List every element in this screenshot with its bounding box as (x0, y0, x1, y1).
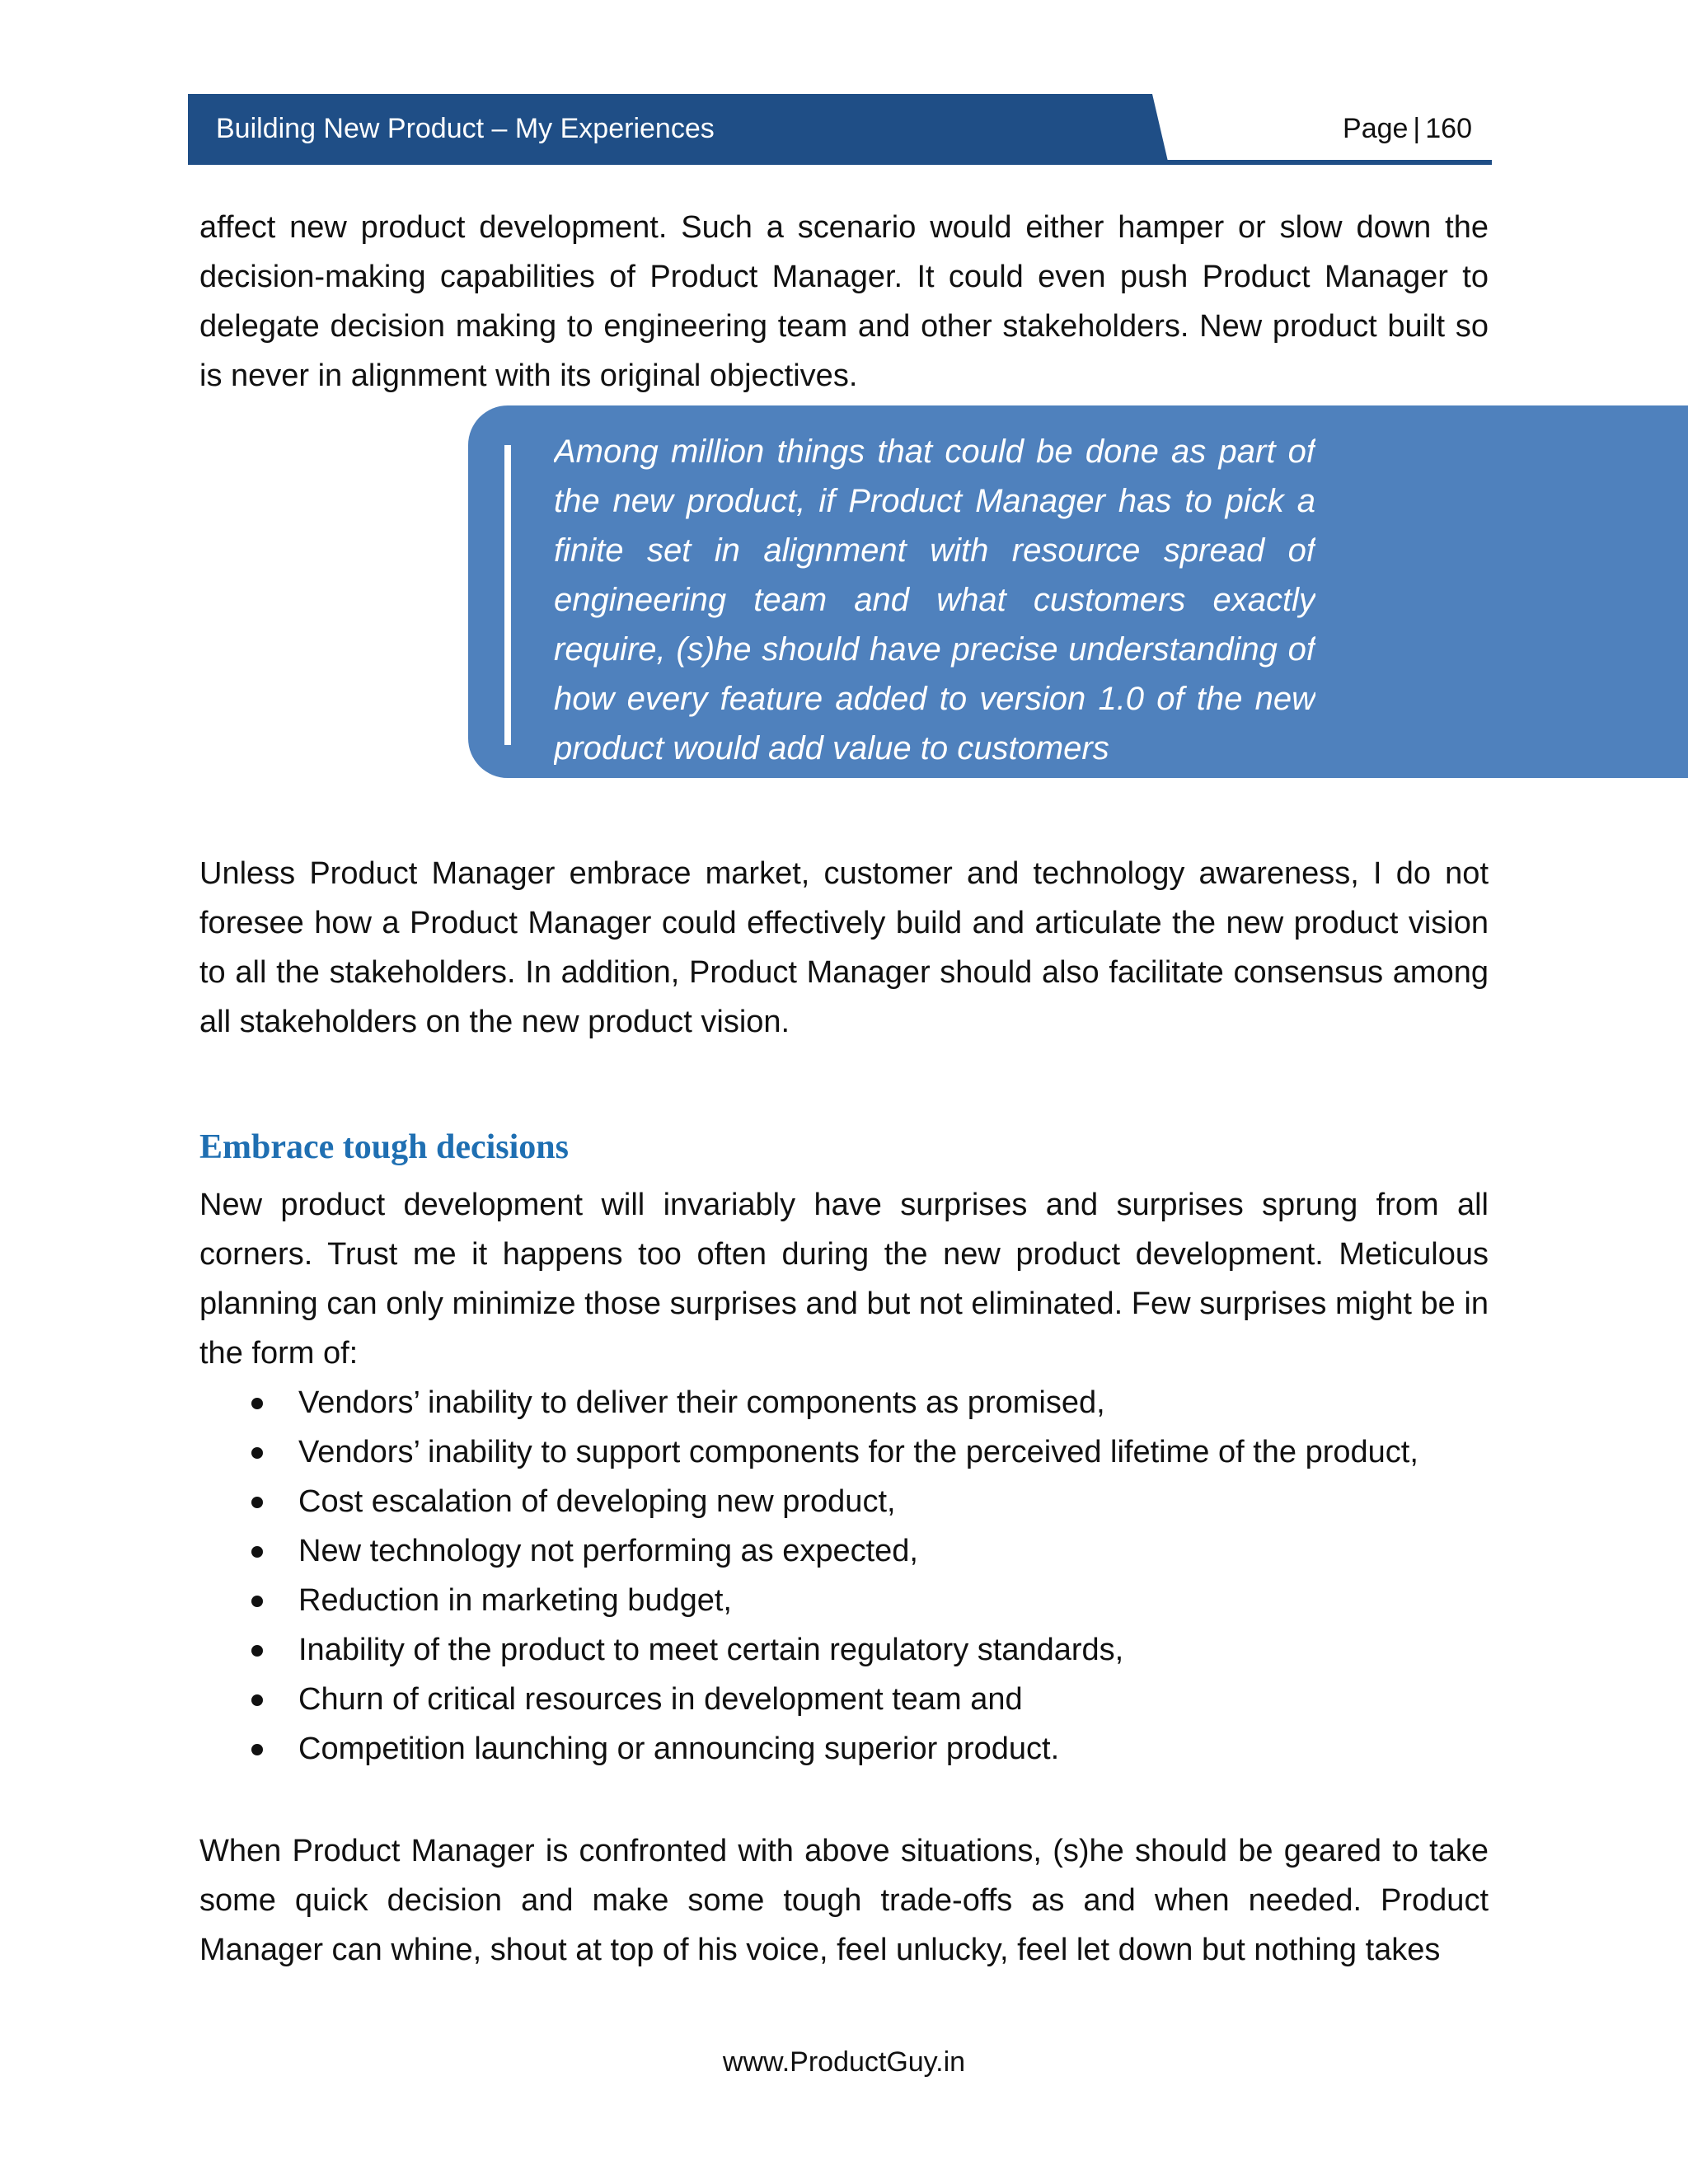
list-item (242, 1427, 1495, 1477)
header-rule (188, 160, 1492, 165)
footer-url[interactable]: www.ProductGuy.in (722, 2046, 966, 2078)
list-item-text: Inability of the product to meet certain regulatory standards, (298, 1633, 1124, 1667)
page-number-value: 160 (1425, 113, 1472, 144)
pull-quote-text: Among million things that could be done as part of the new product, if Product Manager has to pick a finite set in alignment with resource spread of engineering team and what customers exactly require, (s)he should have precise understanding of how every feature added to version 1.0 of the new product would add value to customers (554, 434, 1315, 765)
list-item-text: Vendors’ inability to support components for the perceived lifetime of the product, (298, 1435, 1418, 1469)
bullet-icon (251, 1596, 263, 1607)
bullet-icon (251, 1398, 263, 1409)
bullet-icon (251, 1645, 263, 1657)
page-number (1343, 110, 1472, 147)
list-item-text: Reduction in marketing budget, (298, 1583, 732, 1618)
running-header-title: Building New Product – My Experiences (216, 113, 715, 144)
bullet-icon (251, 1497, 263, 1508)
list-item-text: Vendors’ inability to deliver their components as promised, (298, 1385, 1105, 1420)
surprise-list (242, 1378, 1495, 1774)
list-item (242, 1477, 1495, 1526)
pull-quote-rule (504, 445, 511, 745)
bullet-icon (251, 1744, 263, 1755)
list-item (242, 1526, 1495, 1576)
list-item (242, 1378, 1495, 1427)
bullet-icon (251, 1694, 263, 1706)
list-item-text: Cost escalation of developing new product, (298, 1484, 896, 1519)
page-label: Page (1343, 113, 1409, 144)
bullet-icon (251, 1546, 263, 1558)
body-paragraph: affect new product development. Such a scenario would either hamper or slow down the decision-making capabilities of Product Manager. It could even push Product Manager to delegate decision making to engineering team and other stakeholders. New product built so is never in alignment with its original objectives. (199, 210, 1489, 393)
list-item-text: Churn of critical resources in development team and (298, 1682, 1023, 1717)
body-paragraph: Unless Product Manager embrace market, customer and technology awareness, I do not foresee how a Product Manager could effectively build and articulate the new product vision to all the stakeholders. In addition, Product Manager should also facilitate consensus among all stakeholders on the new product vision. (199, 856, 1489, 1039)
list-item-text: Competition launching or announcing superior product. (298, 1732, 1060, 1766)
list-item (242, 1675, 1495, 1724)
body-paragraph: When Product Manager is confronted with above situations, (s)he should be geared to take some quick decision and make some tough trade-offs as and when needed. Product Manager can whine, shout at top of his voice, feel unlucky, feel let down but nothing takes (199, 1834, 1489, 1967)
list-item (242, 1625, 1495, 1675)
bullet-icon (251, 1447, 263, 1459)
section-heading: Embrace tough decisions (199, 1128, 570, 1166)
page-separator: | (1413, 113, 1421, 144)
list-item (242, 1724, 1495, 1774)
list-item-text: New technology not performing as expected, (298, 1534, 918, 1568)
body-paragraph: New product development will invariably have surprises and surprises sprung from all corners. Trust me it happens too often during the new product development. Meticulous planning can only minimize those surprises and but not eliminated. Few surprises might be in the form of: (199, 1188, 1489, 1371)
list-item (242, 1576, 1495, 1625)
